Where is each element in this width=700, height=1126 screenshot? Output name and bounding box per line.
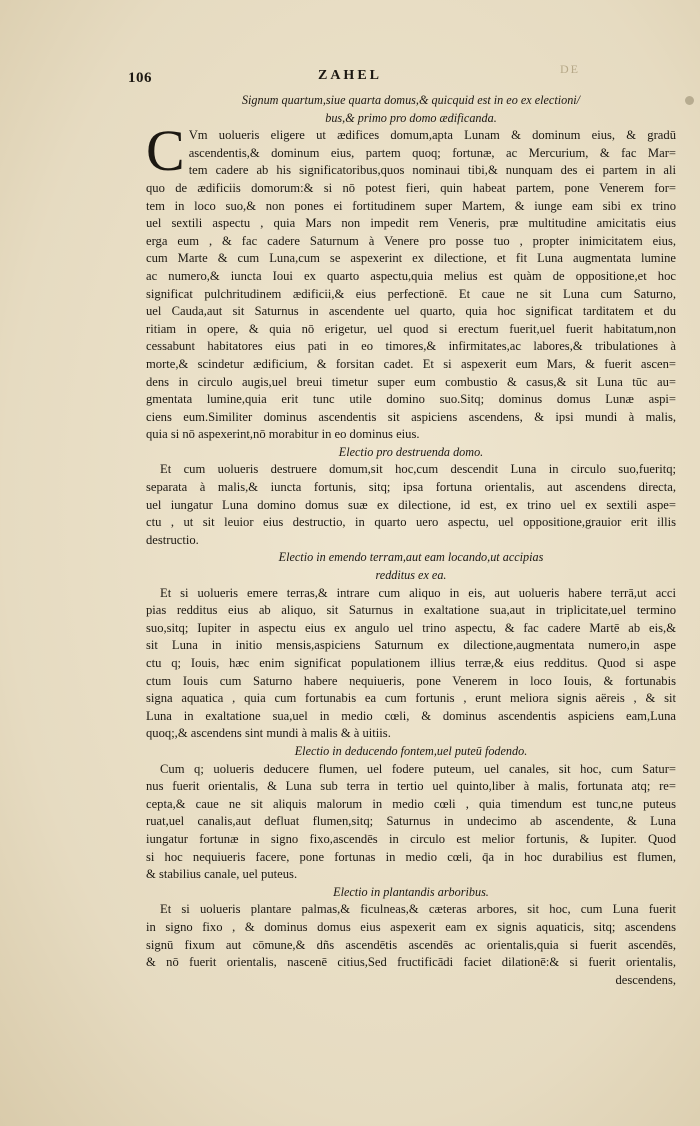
text-line: pias redditus eius ab aliquo, sit Saturnus in exaltatione sua,aut in triplicitate,uel termino bbox=[146, 603, 676, 618]
section-heading: Electio in plantandis arboribus. bbox=[333, 884, 489, 899]
text-line: Et cum uolueris destruere domum,sit hoc,cum descendit Luna in circulo suo,fueritq; bbox=[160, 462, 676, 477]
text-line: Vm uolueris eligere ut ædifices domum,apta Lunam & dominum eius, & gradū bbox=[188, 128, 676, 143]
section-heading: Signum quartum,siue quarta domus,& quicquid est in eo ex electioni/ bbox=[241, 93, 581, 107]
paragraph bbox=[146, 761, 676, 884]
paragraph bbox=[146, 585, 676, 743]
text-line: ctu , ut sit leuior eius destructio, in quarto uero aspectu, uel oppositione,grauior erit illis bbox=[146, 515, 676, 530]
text-line: morte,& scindetur ædificium, & forsitan cadet. Et si aspexerit eum Mars, & fuerit ascen= bbox=[146, 356, 676, 371]
section-heading: Electio pro destruenda domo. bbox=[338, 444, 484, 459]
text-line: iungatur fortunæ in signo fixo,ascendēs in circulo est melior fortunis, & Iupiter. Quod bbox=[146, 831, 676, 846]
text-line: Cum q; uolueris deducere flumen, uel fodere puteum, uel canales, sit hoc, cum Satur= bbox=[160, 761, 676, 776]
text-line: erga eum , & fac cadere Saturnum à Venere pro posse tuo , propter inimicitatem eius, bbox=[146, 233, 676, 248]
text-line: Et si uolueris emere terras,& intrare cum aliquo in eis, aut uolueris habere terrā,ut acci bbox=[160, 585, 676, 600]
text-line: signū fixum aut cōmune,& dñs ascendētis ascendēs ac orientalis,quia si fuerit ascendēs, bbox=[146, 937, 676, 952]
catchword: descendens, bbox=[615, 972, 676, 987]
text-line: significat pulchritudinem ædificii,& eius perfectionē. Et caue ne sit Luna cum Saturno, bbox=[146, 286, 676, 301]
text-line: quia si nō aspexerint,nō morabitur in eo dominus eius. bbox=[146, 427, 420, 442]
text-line: si hoc nequiueris facere, pone fortunas in medio cœli, q̄a in hoc durabilius est flumen, bbox=[146, 849, 676, 864]
text-line: quoq;,& ascendens sint mundi à malis & à uitiis. bbox=[146, 726, 391, 741]
folio-number: 106 bbox=[128, 70, 152, 86]
text-line: suo,sitq; Iupiter in aspectu eius ex angulo uel trino aspectu, & fac cadere Martē ab eis,& bbox=[146, 620, 676, 635]
drop-cap: C bbox=[146, 118, 185, 184]
text-line: ascendentis,& dominum eius, partem quoq; fortunæ, ac Mercurium, & fac Mar= bbox=[188, 145, 676, 160]
text-line: tem cadere ab his significatoribus,quos nominaui tibi,& nunquam des ei partem in ali bbox=[188, 163, 676, 178]
text-line: Et si uolueris plantare palmas,& ficulneas,& cæteras arbores, sit hoc, cum Luna fuerit bbox=[160, 902, 676, 917]
text-line: signa aquatica , quia cum fortunabis ea cum fortunis , erunt meliora signis aëreis , & sit bbox=[146, 691, 676, 706]
text-line: & stabilius canale, uel puteus. bbox=[146, 867, 298, 882]
text-line: cepta,& caue ne sit aliquis malorum in medio cœli , quia timendum est tunc,ne puteus bbox=[146, 796, 676, 811]
text-line: cessabunt habitatores eius pati in eo timores,& infirmitates,ac labores,& tribulationes à bbox=[146, 339, 676, 354]
text-line: sit Luna in initio mensis,aspiciens Saturnum ex dilectione,augmentata numero,in aspe bbox=[146, 638, 676, 653]
text-line: uel Cauda,aut sit Saturnus in ascendente uel quarto, quia hoc significat tarditatem et du bbox=[146, 304, 676, 319]
text-line: ctu q; Iouis, hæc enim significat populationem illius terræ,& eius redditus. Quod si aspe bbox=[146, 656, 676, 670]
paper-blemish bbox=[685, 96, 694, 105]
paragraph bbox=[146, 901, 676, 989]
text-line: ac numero,& iuncta Ioui ex quarto aspectu,quia melius est quàm de oppositione,et hoc bbox=[146, 268, 676, 283]
bleed-through-text: DE bbox=[560, 62, 580, 76]
text-line: Luna in exaltatione sua,uel in medio cœli, & dominus ascendentis aspiciens eam,Luna bbox=[146, 708, 676, 723]
section-heading: bus,& primo pro domo ædificanda. bbox=[325, 110, 497, 125]
text-line: separata à malis,& iuncta fortunis, sitq; ipsa fortuna orientalis, aut ascendens directa, bbox=[146, 480, 676, 495]
text-line: dens in circulo augis,uel breui timetur super eum combustio & casus,& sit Luna tūc au= bbox=[146, 374, 676, 389]
text-line: in signo fixo , & dominus domus eius aspexerit eam ex signis aquaticis, sitq; ascendens bbox=[146, 919, 676, 934]
text-line: uel sextili aspectu , quia Mars non impedit rem Veneris, præ multitudine amicitatis eius bbox=[146, 216, 676, 231]
paragraph bbox=[146, 461, 676, 549]
text-line: & nō fuerit orientalis, nascenē citius,Sed fructificādi faciet dilationē:& si fuerit orientalis, bbox=[146, 955, 676, 970]
text-line: tem in loco suo,& non pones ei fortitudinem super Martem, & iunge eam sibi ex trino bbox=[146, 198, 676, 213]
section-heading: redditus ex ea. bbox=[375, 568, 447, 583]
text-line: gmentata lumine,quia erit tunc utile domino suo.Sitq; dominus domus Lunæ aspi= bbox=[146, 392, 676, 407]
text-line: destructio. bbox=[146, 532, 199, 547]
paragraph bbox=[146, 118, 676, 444]
text-line: ruat,uel canalis,aut defluat flumen,sitq; Saturnus in undecimo ab ascendente, & Luna bbox=[146, 814, 676, 829]
text-line: ctum Iouis cum Saturno habere nequiueris, pone Venerem in loco Iouis, & fortunabis bbox=[146, 673, 676, 688]
text-line: uel iungatur Luna domino domus suæ ex dilectione, id est, ex trino uel ex sextili aspe= bbox=[146, 497, 676, 512]
text-line: ritiam in opere, & quia nō erigetur, uel quod si erectum fuerit,uel fuerit habitatum,non bbox=[146, 321, 676, 336]
text-line: nus fuerit orientalis, & Luna sub terra in tertio uel quinto,liber à malis, fortunata atq; re= bbox=[146, 779, 676, 794]
section-heading: Electio in deducendo fontem,uel puteū fodendo. bbox=[294, 743, 528, 758]
running-title: ZAHEL bbox=[317, 68, 382, 83]
section-heading: Electio in emendo terram,aut eam locando,ut accipias bbox=[278, 550, 544, 565]
text-line: quo de ædificiis domorum:& si nō potest fieri, quin habeat partem, pone Venerem for= bbox=[146, 180, 676, 195]
main-text-block bbox=[146, 92, 676, 989]
text-line: cum Marte & cum Luna,cum se aspexerint ex dilectione, et fit Luna augmentata lumine bbox=[146, 251, 676, 266]
text-line: ciens eum.Similiter dominus ascendentis sit aspiciens ascendens, & ipsi mundi à malis, bbox=[146, 409, 676, 424]
